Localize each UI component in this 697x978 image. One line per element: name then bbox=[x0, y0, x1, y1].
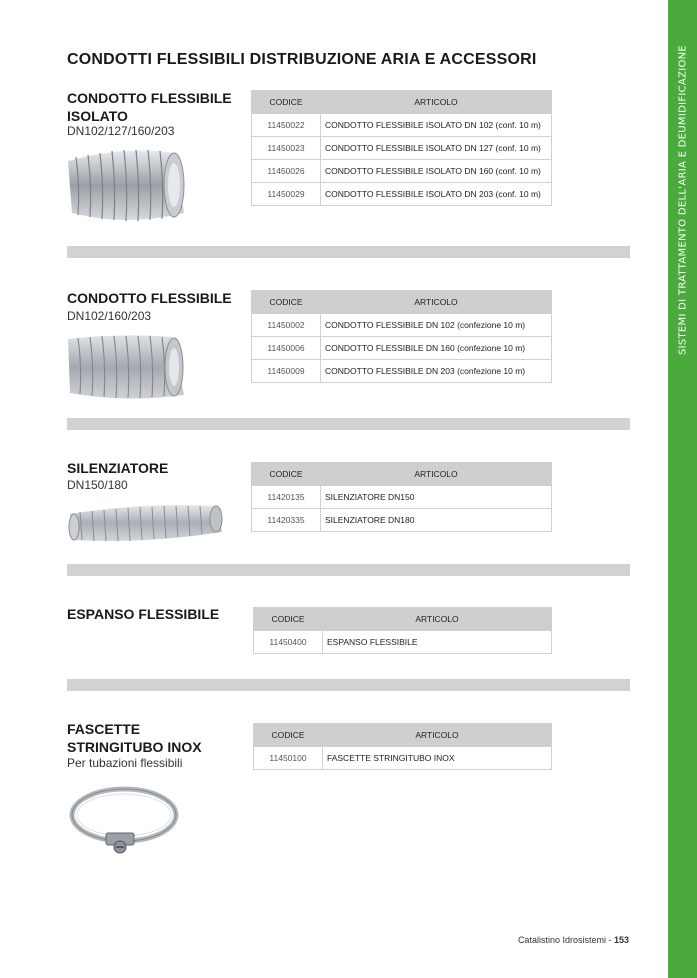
table-header-row bbox=[254, 724, 552, 747]
row-article: CONDOTTO FLESSIBILE ISOLATO DN 102 (conf. 10 m) bbox=[321, 114, 552, 137]
insulated-duct-image bbox=[66, 143, 186, 228]
page-number: 153 bbox=[613, 935, 629, 945]
header-articolo: ARTICOLO bbox=[321, 91, 552, 114]
row-code: 11450002 bbox=[252, 314, 321, 337]
row-code: 11450026 bbox=[252, 160, 321, 183]
row-article: CONDOTTO FLESSIBILE ISOLATO DN 203 (conf. 10 m) bbox=[321, 183, 552, 206]
row-code: 11450006 bbox=[252, 337, 321, 360]
table-header-row bbox=[254, 608, 552, 631]
table-row bbox=[252, 183, 552, 206]
table-silenziatore bbox=[251, 462, 552, 532]
table-row bbox=[252, 160, 552, 183]
row-article: CONDOTTO FLESSIBILE ISOLATO DN 127 (conf. 10 m) bbox=[321, 137, 552, 160]
section-divider bbox=[67, 418, 630, 430]
row-code: 11450029 bbox=[252, 183, 321, 206]
header-codice: CODICE bbox=[254, 724, 323, 747]
page-footer bbox=[518, 935, 629, 945]
section-subtitle-fascette: Per tubazioni flessibili bbox=[67, 756, 183, 770]
table-header-row bbox=[252, 91, 552, 114]
header-codice: CODICE bbox=[254, 608, 323, 631]
section-subtitle-condotto: DN102/160/203 bbox=[67, 309, 152, 323]
row-code: 11450400 bbox=[254, 631, 323, 654]
flexible-duct-image bbox=[66, 333, 186, 403]
header-codice: CODICE bbox=[252, 463, 321, 486]
row-article: SILENZIATORE DN180 bbox=[321, 509, 552, 532]
table-condotto-isolato bbox=[251, 90, 552, 206]
row-article: FASCETTE STRINGITUBO INOX bbox=[323, 747, 552, 770]
section-title-condotto-isolato: CONDOTTO FLESSIBILE ISOLATO bbox=[67, 90, 232, 124]
table-header-row bbox=[252, 291, 552, 314]
table-header-row bbox=[252, 463, 552, 486]
row-code: 11420135 bbox=[252, 486, 321, 509]
table-condotto bbox=[251, 290, 552, 383]
row-article: CONDOTTO FLESSIBILE DN 203 (confezione 10 m) bbox=[321, 360, 552, 383]
row-article: CONDOTTO FLESSIBILE DN 102 (confezione 10 m) bbox=[321, 314, 552, 337]
row-code: 11420335 bbox=[252, 509, 321, 532]
table-row bbox=[252, 314, 552, 337]
header-articolo: ARTICOLO bbox=[321, 291, 552, 314]
row-code: 11450022 bbox=[252, 114, 321, 137]
header-articolo: ARTICOLO bbox=[321, 463, 552, 486]
hose-clamp-image bbox=[68, 783, 180, 858]
table-espanso bbox=[253, 607, 552, 654]
header-articolo: ARTICOLO bbox=[323, 608, 552, 631]
header-articolo: ARTICOLO bbox=[323, 724, 552, 747]
section-subtitle-silenziatore: DN150/180 bbox=[67, 478, 128, 492]
page-title: CONDOTTI FLESSIBILI DISTRIBUZIONE ARIA E ACCESSORI bbox=[67, 51, 537, 68]
table-row bbox=[252, 360, 552, 383]
silencer-image bbox=[66, 500, 226, 545]
table-row bbox=[252, 114, 552, 137]
section-divider bbox=[67, 564, 630, 576]
sidebar-label: SISTEMI DI TRATTAMENTO DELL'ARIA E DEUMIDIFICAZIONE bbox=[677, 44, 689, 356]
section-subtitle-condotto-isolato: DN102/127/160/203 bbox=[67, 124, 175, 138]
row-code: 11450009 bbox=[252, 360, 321, 383]
section-divider bbox=[67, 246, 630, 258]
table-row bbox=[252, 509, 552, 532]
row-article: SILENZIATORE DN150 bbox=[321, 486, 552, 509]
section-title-espanso: ESPANSO FLESSIBILE bbox=[67, 606, 220, 622]
row-article: CONDOTTO FLESSIBILE DN 160 (confezione 10 m) bbox=[321, 337, 552, 360]
row-code: 11450023 bbox=[252, 137, 321, 160]
section-title-silenziatore: SILENZIATORE bbox=[67, 460, 169, 476]
table-row bbox=[254, 631, 552, 654]
row-article: CONDOTTO FLESSIBILE ISOLATO DN 160 (conf. 10 m) bbox=[321, 160, 552, 183]
row-code: 11450100 bbox=[254, 747, 323, 770]
table-row bbox=[252, 337, 552, 360]
table-row bbox=[252, 486, 552, 509]
table-fascette bbox=[253, 723, 552, 770]
section-divider bbox=[67, 679, 630, 691]
header-codice: CODICE bbox=[252, 291, 321, 314]
table-row bbox=[252, 137, 552, 160]
section-title-fascette: FASCETTE STRINGITUBO INOX bbox=[67, 721, 202, 755]
section-title-condotto: CONDOTTO FLESSIBILE bbox=[67, 290, 232, 306]
header-codice: CODICE bbox=[252, 91, 321, 114]
row-article: ESPANSO FLESSIBILE bbox=[323, 631, 552, 654]
footer-catalog: Catalistino Idrosistemi - bbox=[517, 935, 614, 945]
table-row bbox=[254, 747, 552, 770]
